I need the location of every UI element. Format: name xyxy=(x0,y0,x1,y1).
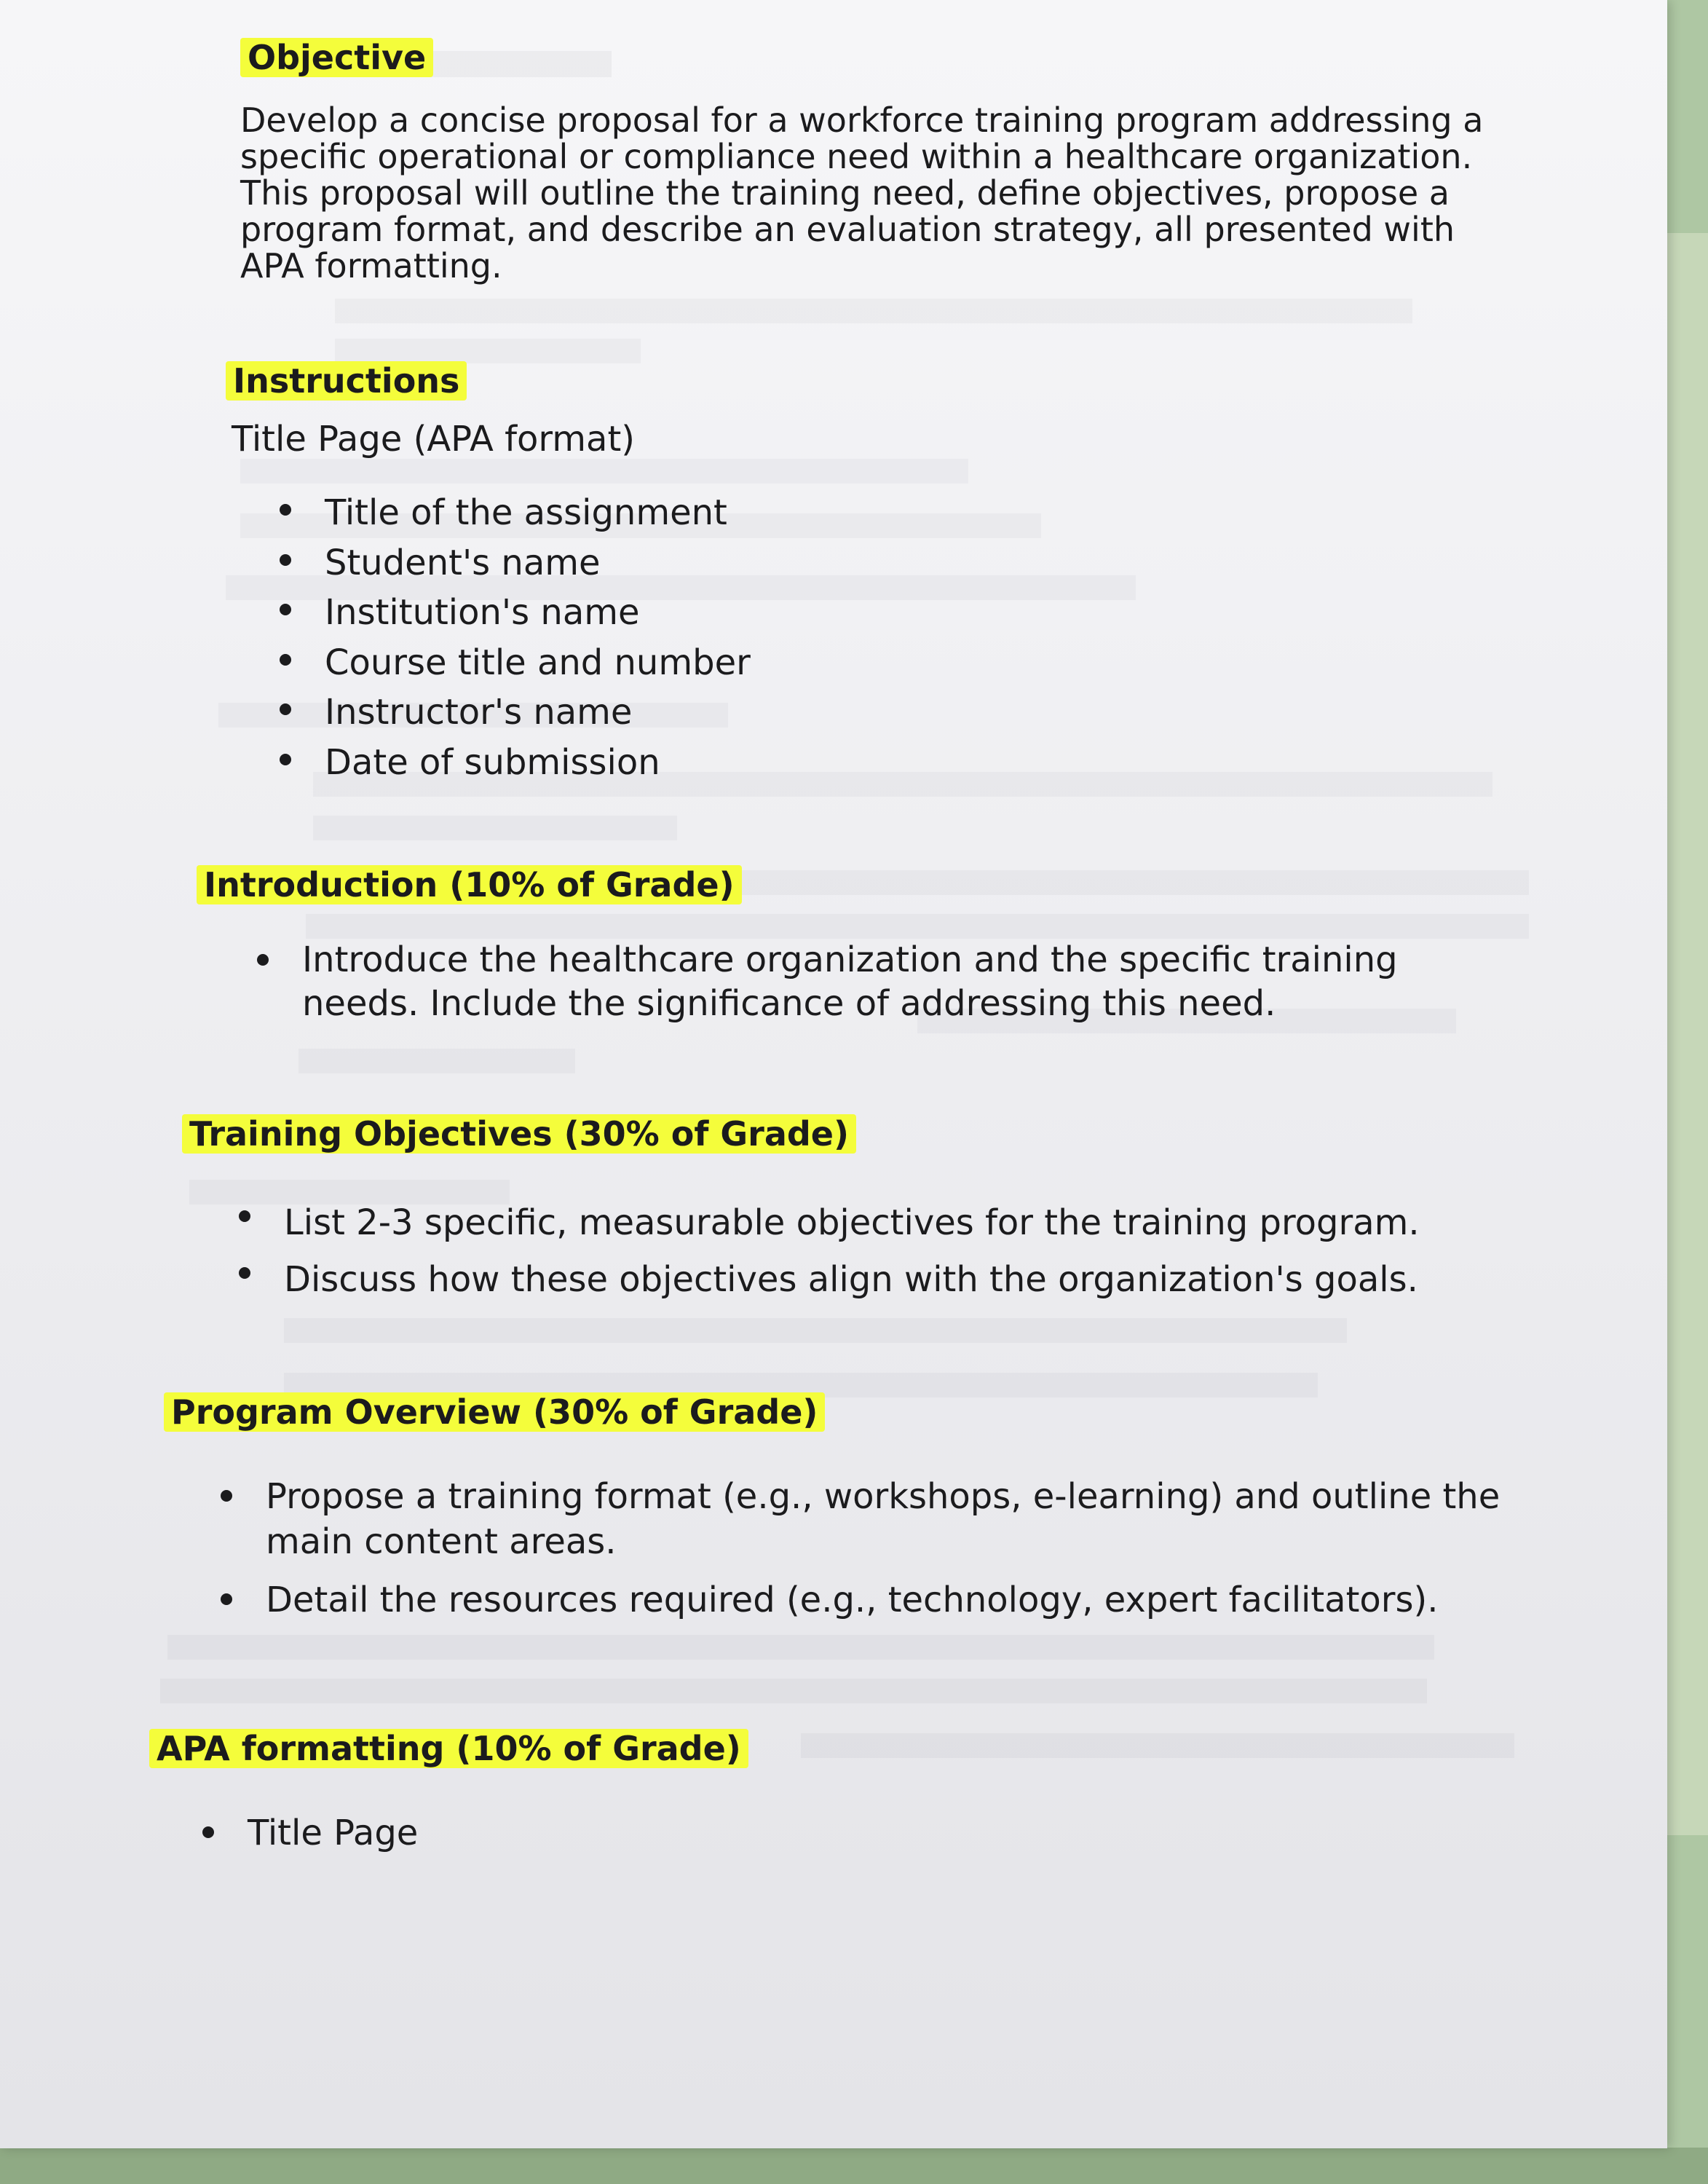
instructions-heading-text: Instructions xyxy=(226,361,467,401)
list-item: Title Page xyxy=(197,1810,418,1856)
background-edge xyxy=(0,2148,1708,2184)
list-item: Course title and number xyxy=(274,638,751,688)
list-item: Student's name xyxy=(274,538,751,588)
list-item: Introduce the healthcare organization and the specific training needs. Include the significance of addressing this need. xyxy=(251,938,1474,1025)
apa-formatting-heading xyxy=(149,1727,748,1770)
apa-formatting-heading-text: APA formatting (10% of Grade) xyxy=(149,1729,748,1768)
list-item: Detail the resources required (e.g., technology, expert facilitators). xyxy=(215,1577,1576,1623)
list-item: List 2-3 specific, measurable objectives for the training program. xyxy=(233,1194,1587,1251)
introduction-heading xyxy=(197,864,742,906)
training-objectives-heading-text: Training Objectives (30% of Grade) xyxy=(182,1114,856,1154)
objective-heading-text: Objective xyxy=(240,38,433,77)
list-item: Propose a training format (e.g., workshops, e-learning) and outline the main content areas. xyxy=(215,1474,1576,1564)
objective-heading xyxy=(240,36,433,79)
training-objectives-list xyxy=(233,1194,1587,1308)
objective-body: Develop a concise proposal for a workforce training program addressing a specific operational or compliance need within a healthcare organization. This proposal will outline the training need, define objectives, propose a program format, and describe an evaluation strategy, all presented with APA formatting. xyxy=(240,100,1484,285)
title-page-list xyxy=(274,488,751,787)
program-overview-heading xyxy=(164,1391,825,1433)
training-objectives-heading xyxy=(182,1113,856,1155)
introduction-list xyxy=(251,938,1474,1025)
apa-formatting-list xyxy=(197,1810,418,1856)
program-overview-heading-text: Program Overview (30% of Grade) xyxy=(164,1392,825,1432)
introduction-heading-text: Introduction (10% of Grade) xyxy=(197,865,742,904)
title-page-label: Title Page (APA format) xyxy=(232,419,635,460)
instructions-heading xyxy=(226,360,467,402)
list-item: Title of the assignment xyxy=(274,488,751,538)
program-overview-list xyxy=(215,1474,1576,1623)
list-item: Date of submission xyxy=(274,738,751,788)
list-item: Instructor's name xyxy=(274,687,751,738)
list-item: Institution's name xyxy=(274,588,751,638)
list-item: Discuss how these objectives align with the organization's goals. xyxy=(233,1251,1587,1308)
